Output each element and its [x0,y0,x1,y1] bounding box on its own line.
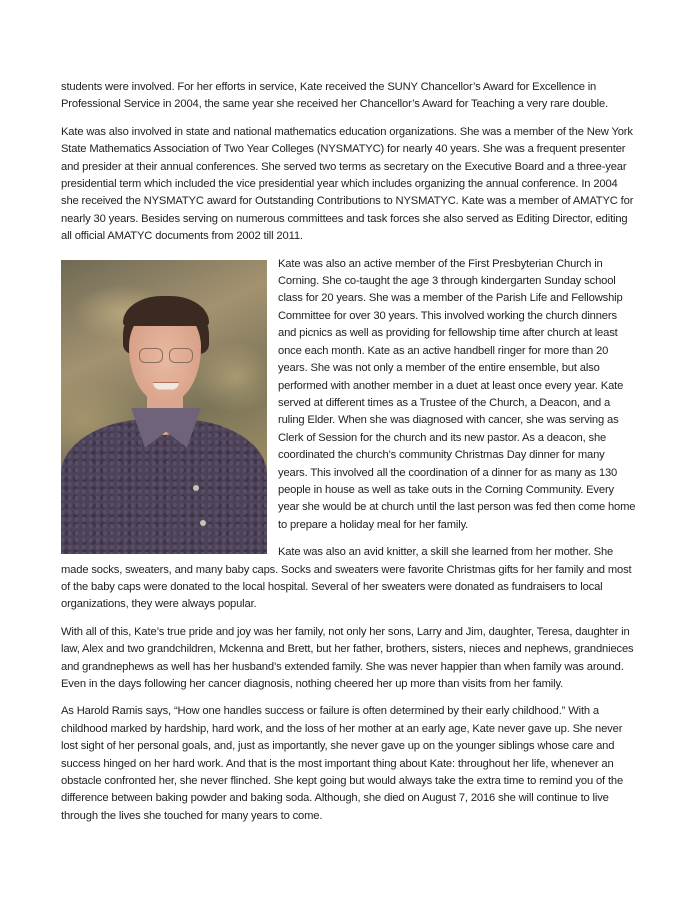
paragraph-family: With all of this, Kate’s true pride and joy was her family, not only her sons, Larry and Jim, daughter, Teresa, daughter in law, Alex and two grandchildren, Mckenna and Brett, but her father, brothers, sisters, nieces and nephews, grandnieces and grandnephews as well has her husband’s extended family. She was never happier than when family was around. Even in the days following her cancer diagnosis, nothing cheered her up more than visits from her family. [61,625,634,690]
document-page [61,79,636,835]
photo-sweater [61,419,267,554]
paragraph-closing: As Harold Ramis says, “How one handles success or failure is often determined by their early childhood.” With a childhood marked by hardship, hard work, and the loss of her mother at an early age, Kate never gave up. She never lost sight of her personal goals, and, just as importantly, she never gave up on the younger siblings whose care and success hinged on her hard work. And that is the most important thing about Kate: throughout her life, whenever an obstacle confronted her, she never flinched. She kept going but would always take the extra time to remind you of the difference between baking powder and baking soda. Although, she died on August 7, 2016 she will continue to live through the lives she touched for many years to come. [61,705,624,822]
paragraph-knitting: Kate was also an avid knitter, a skill she learned from her mother. She made socks, sweaters, and many baby caps. Socks and sweaters were favorite Christmas gifts for her family and most of the baby caps were donated to the local hospital. Several of her sweaters were donated as fundraisers to local organizations, they were always popular. [61,546,632,611]
photo-smile [153,382,179,390]
portrait-photo [61,260,267,554]
photo-glasses [139,348,193,364]
paragraph-church: Kate was also an active member of the First Presbyterian Church in Corning. She co-taught the age 3 through kindergarten Sunday school class for 20 years. She was a member of the Parish Life and Fellowship Committee for over 30 years. This involved working the church dinners and picnics as well as providing for fellowship time after church at least once each month. Kate as an active handbell ringer for more than 20 years. She was not only a member of the entire ensemble, but also performed with another member in a duet at least once every year. Kate served at different times as a Trustee of the Church, a Deacon, and a ruling Elder. When she was diagnosed with cancer, she was serving as Clerk of Session for the church and its new pastor. As a deacon, she coordinated the church’s community Christmas Day dinner for many years. This involved all the coordination of a dinner for as many as 130 people in house as well as take outs in the Corning Community. Every year she would be at church until the last person was fed then come home to prepare a holiday meal for her family. [278,257,636,531]
paragraph-math-organizations: Kate was also involved in state and national mathematics education organizations. She was a member of the New York State Mathematics Association of Two Year Colleges (NYSMATYC) for nearly 40 years. She was a frequent presenter and presider at their annual conferences. She served two terms as secretary on the Executive Board and a three-year presidential term which included the vice presidential year which includes organizing the annual conference. In 2004 she received the NYSMATYC award for Outstanding Contributions to NYSMATYC. Kate was a member of AMATYC for nearly 30 years. Besides serving on numerous committees and task forces she also served as Editing Director, editing all official AMATYC documents from 2002 till 2011. [61,125,634,243]
paragraph-awards: students were involved. For her efforts in service, Kate received the SUNY Chancellor’s Award for Excellence in Professional Service in 2004, the same year she received her Chancellor’s Award for Teaching a very rare double. [61,81,609,111]
photo-bangs [123,296,209,326]
photo-sweater-button [193,485,199,491]
photo-sweater-button [200,520,206,526]
